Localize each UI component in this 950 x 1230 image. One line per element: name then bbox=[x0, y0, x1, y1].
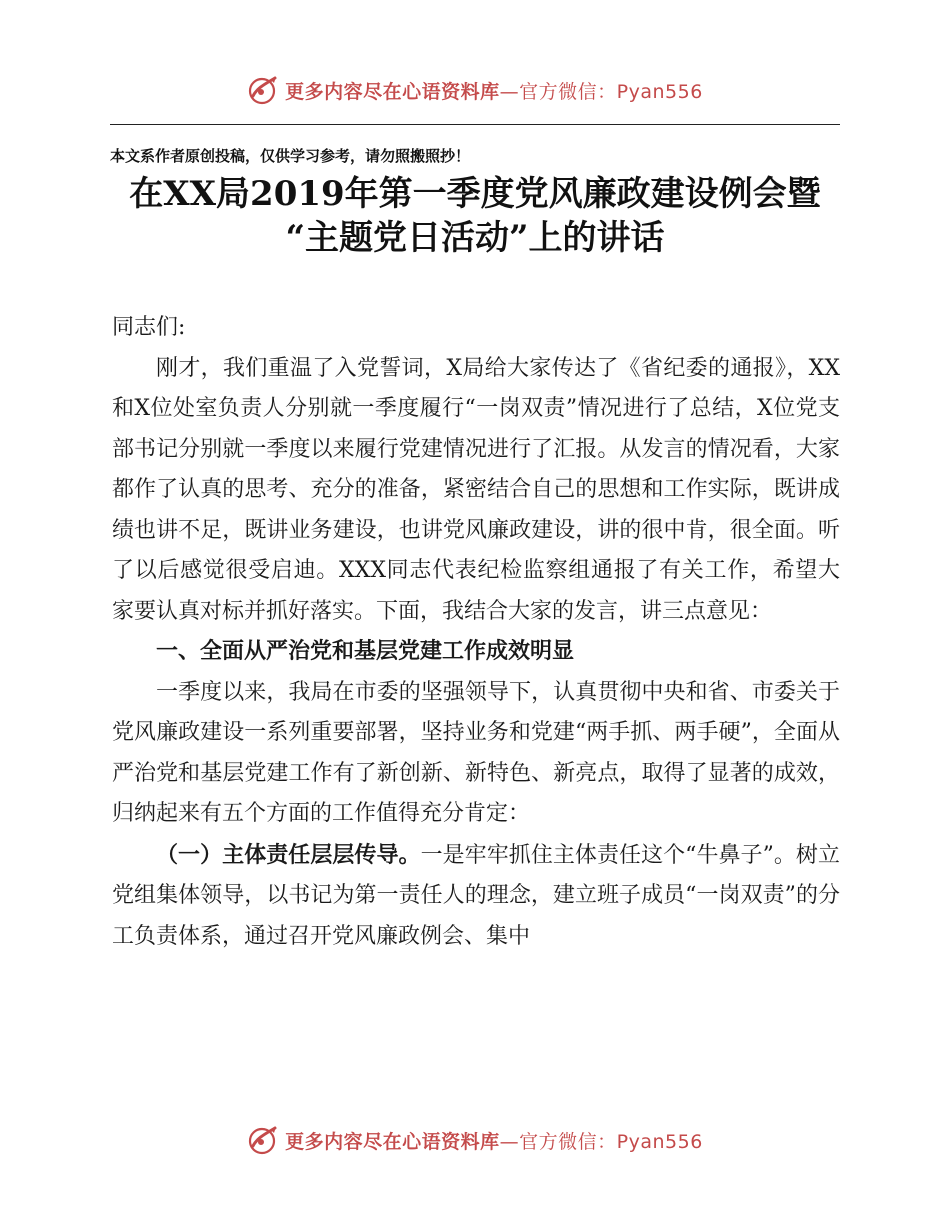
banner-sub-text: 官方微信：Pyan556 bbox=[519, 1130, 703, 1153]
greeting: 同志们: bbox=[112, 315, 186, 340]
banner-text bbox=[285, 77, 703, 104]
banner-text bbox=[285, 1127, 703, 1154]
banner-sub-text: 官方微信：Pyan556 bbox=[519, 80, 703, 103]
document-title bbox=[110, 172, 840, 260]
banner-dash: — bbox=[499, 1130, 520, 1153]
banner-main-text: 更多内容尽在心语资料库 bbox=[285, 1130, 500, 1153]
banner-dash: — bbox=[499, 80, 520, 103]
title-line-1: 在XX局2019年第一季度党风廉政建设例会暨 bbox=[129, 174, 821, 214]
copyright-notice: 本文系作者原创投稿，仅供学习参考，请勿照搬照抄！ bbox=[110, 147, 471, 165]
paragraph-1: 刚才，我们重温了入党誓词，X局给大家传达了《省纪委的通报》，XX和X位处室负责人分别就一季度履行“一岗双责”情况进行了总结，X位党支部书记分别就一季度以来履行党建情况进行了汇报。从发言的情况看，大家都作了认真的思考、充分的准备，紧密结合自己的思想和工作实际，既讲成绩也讲不足，既讲业务建设，也讲党风廉政建设，讲的很中肯，很全面。听了以后感觉很受启迪。XXX同志代表纪检监察组通报了有关工作，希望大家要认真对标并抓好落实。下面，我结合大家的发言，讲三点意见： bbox=[112, 355, 840, 624]
document-body bbox=[112, 308, 840, 957]
header-banner bbox=[0, 70, 950, 110]
paragraph-3 bbox=[112, 835, 840, 958]
paragraph-2: 一季度以来，我局在市委的坚强领导下，认真贯彻中央和省、市委关于党风廉政建设一系列重要部署，坚持业务和党建“两手抓、两手硬”，全面从严治党和基层党建工作有了新创新、新特色、新亮点，取得了显著的成效，归纳起来有五个方面的工作值得充分肯定： bbox=[112, 679, 840, 826]
banner-main-text: 更多内容尽在心语资料库 bbox=[285, 80, 500, 103]
header-divider bbox=[110, 124, 840, 125]
title-line-2: “主题党日活动”上的讲话 bbox=[285, 218, 665, 258]
footer-banner bbox=[0, 1120, 950, 1160]
pen-logo-icon bbox=[247, 74, 279, 106]
subsection-text-1: 一是牢牢抓住主体责任这个“牛鼻子”。树立党组集体领导，以书记为第一责任人的理念，建立班子成员“一岗双责”的分工负责体系，通过召开党风廉政例会、集中 bbox=[112, 842, 840, 949]
section-heading-1: 一、全面从严治党和基层党建工作成效明显 bbox=[156, 639, 575, 664]
subsection-lead-1: （一）主体责任层层传导。 bbox=[156, 841, 421, 868]
pen-logo-icon bbox=[247, 1124, 279, 1156]
